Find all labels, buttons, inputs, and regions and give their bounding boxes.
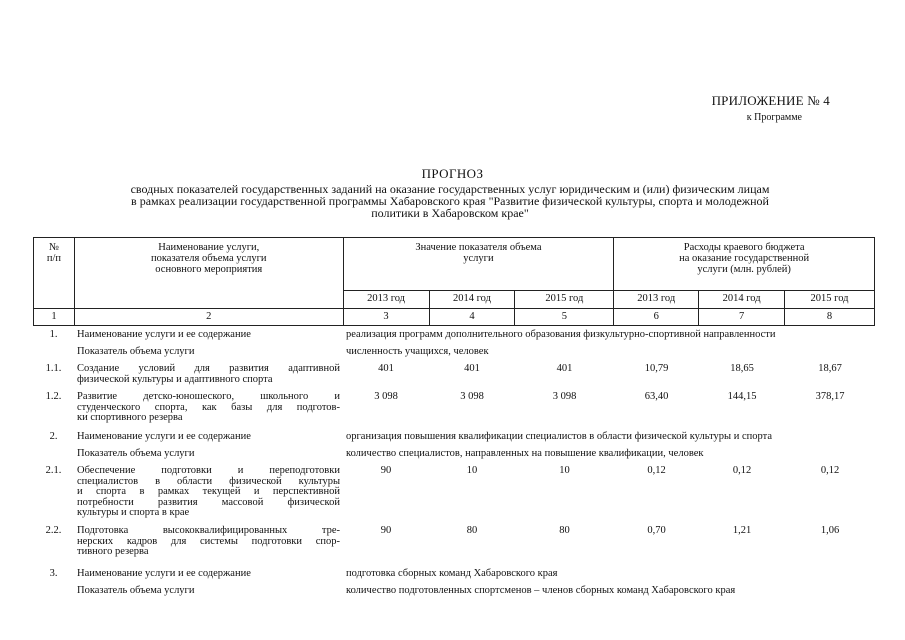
header-year: 2013 год (343, 291, 429, 309)
row-name-line: физической культуры и адаптивного спорта (77, 373, 273, 385)
table-row (33, 569, 875, 586)
row-number: 2. (49, 431, 58, 442)
row-number: 1. (49, 329, 58, 340)
column-number: 8 (785, 309, 875, 326)
row-name-line: Показатель объема услуги (77, 585, 195, 596)
row-number (33, 449, 74, 466)
row-name (74, 392, 343, 432)
header-service-name: Наименование услуги, показателя объема услуги основного мероприятия (74, 238, 343, 309)
row-name-line: и спорта в рамках текущей и перспективной (77, 486, 340, 497)
row-value: 401 (556, 363, 573, 374)
appendix-heading (610, 93, 830, 123)
row-name-line: потребности развития массовой физической (77, 496, 340, 508)
row-value: 10 (466, 465, 478, 476)
row-number: 1.2. (45, 391, 62, 402)
document-subtitle (20, 183, 880, 219)
row-description: подготовка сборных команд Хабаровского края (346, 568, 558, 579)
header-budget: Расходы краевого бюджета на оказание государственной услуги (млн. рублей) (614, 238, 875, 291)
row-name (74, 466, 343, 526)
row-value: 0,12 (732, 465, 752, 476)
row-value: 1,06 (820, 525, 840, 536)
column-number: 2 (74, 309, 343, 326)
column-number: 1 (34, 309, 75, 326)
row-value: 3 098 (460, 391, 484, 402)
row-value: 0,12 (820, 465, 840, 476)
table-row (33, 364, 875, 392)
row-name-line: Показатель объема услуги (77, 346, 195, 357)
row-name-line: Обеспечение подготовки и переподготовки (77, 465, 340, 476)
row-value: 80 (559, 525, 570, 536)
table-header (33, 237, 875, 326)
header-year: 2014 год (699, 291, 785, 309)
table-row (33, 432, 875, 449)
row-name (74, 526, 343, 569)
row-value: 3 098 (552, 391, 577, 402)
row-value: 0,70 (647, 525, 666, 536)
row-value: 3 098 (374, 391, 398, 402)
table-row (33, 330, 875, 347)
appendix-title: ПРИЛОЖЕНИЕ № 4 (711, 93, 830, 108)
table-row (33, 586, 875, 603)
table-row (33, 466, 875, 526)
row-description: количество подготовленных спортсменов – членов сборных команд Хабаровского края (346, 585, 736, 596)
row-name (74, 586, 343, 603)
document-title: ПРОГНОЗ (421, 166, 484, 181)
header-year: 2014 год (429, 291, 515, 309)
row-value: 0,12 (647, 465, 666, 476)
row-value: 401 (464, 363, 480, 374)
table-body (33, 330, 875, 603)
row-name-line: Наименование услуги и ее содержание (77, 568, 251, 579)
row-value: 401 (378, 363, 394, 374)
row-name-line: Наименование услуги и ее содержание (77, 329, 251, 340)
row-name (74, 347, 343, 364)
row-number: 3. (49, 568, 58, 579)
column-number: 4 (429, 309, 515, 326)
row-description: количество специалистов, направленных на повышение квалификации, человек (346, 448, 704, 459)
row-name-line: Наименование услуги и ее содержание (77, 431, 251, 442)
header-number: № п/п (34, 238, 75, 309)
row-description: численность учащихся, человек (346, 346, 489, 357)
row-name (74, 569, 343, 586)
row-value: 144,15 (727, 391, 757, 402)
row-name-line: специалистов в области физической культуры (77, 475, 340, 487)
row-name-line: культуры и спорта в крае (77, 507, 190, 518)
table-row (33, 526, 875, 569)
header-volume: Значение показателя объема услуги (343, 238, 614, 291)
row-description: организация повышения квалификации специалистов в области физической культуры и спорта (346, 431, 772, 442)
row-name (74, 330, 343, 347)
table-row (33, 449, 875, 466)
row-number (33, 586, 74, 603)
column-number: 7 (699, 309, 785, 326)
subtitle-line: сводных показателей государственных заданий на оказание государственных услуг юридическим и (или) физическим лицам (130, 182, 770, 196)
row-value: 10 (559, 465, 570, 476)
row-name-line: тивного резерва (77, 546, 149, 557)
row-value: 378,17 (815, 391, 845, 402)
row-value: 90 (380, 525, 392, 536)
column-number: 5 (515, 309, 614, 326)
row-number: 2.1. (45, 465, 62, 476)
row-number: 2.2. (45, 525, 62, 536)
row-name-line: нерских кадров для системы подготовки спор- (77, 535, 340, 547)
row-value: 80 (466, 525, 478, 536)
row-name-line: студенческого спорта, как базы для подготов- (77, 401, 340, 413)
appendix-subtitle: к Программе (746, 112, 802, 123)
row-value: 18,65 (730, 363, 754, 374)
row-name-line: Подготовка высококвалифицированных тре- (77, 525, 340, 536)
row-name-line: Показатель объема услуги (77, 448, 195, 459)
table-row (33, 392, 875, 432)
row-number: 1.1. (45, 363, 62, 374)
row-name (74, 364, 343, 392)
row-value: 18,67 (818, 363, 842, 374)
row-value: 63,40 (644, 391, 669, 402)
subtitle-line: политики в Хабаровском крае" (371, 206, 529, 220)
row-name (74, 432, 343, 449)
column-number: 6 (614, 309, 699, 326)
row-name (74, 449, 343, 466)
row-value: 90 (380, 465, 392, 476)
row-description: реализация программ дополнительного образования физкультурно-спортивной направленности (346, 329, 776, 340)
table-row (33, 347, 875, 364)
header-year: 2015 год (515, 291, 614, 309)
row-name-line: Создание условий для развития адаптивной (77, 363, 340, 374)
row-value: 1,21 (732, 525, 752, 536)
row-name-line: Развитие детско-юношеского, школьного и (77, 391, 340, 402)
subtitle-line: в рамках реализации государственной программы Хабаровского края "Развитие физической культуры, спорта и молодежной (131, 194, 769, 208)
row-number (33, 347, 74, 364)
row-value: 10,79 (644, 363, 669, 374)
column-number: 3 (343, 309, 429, 326)
header-year: 2013 год (614, 291, 699, 309)
row-name-line: ки спортивного резерва (77, 412, 183, 423)
header-year: 2015 год (785, 291, 875, 309)
